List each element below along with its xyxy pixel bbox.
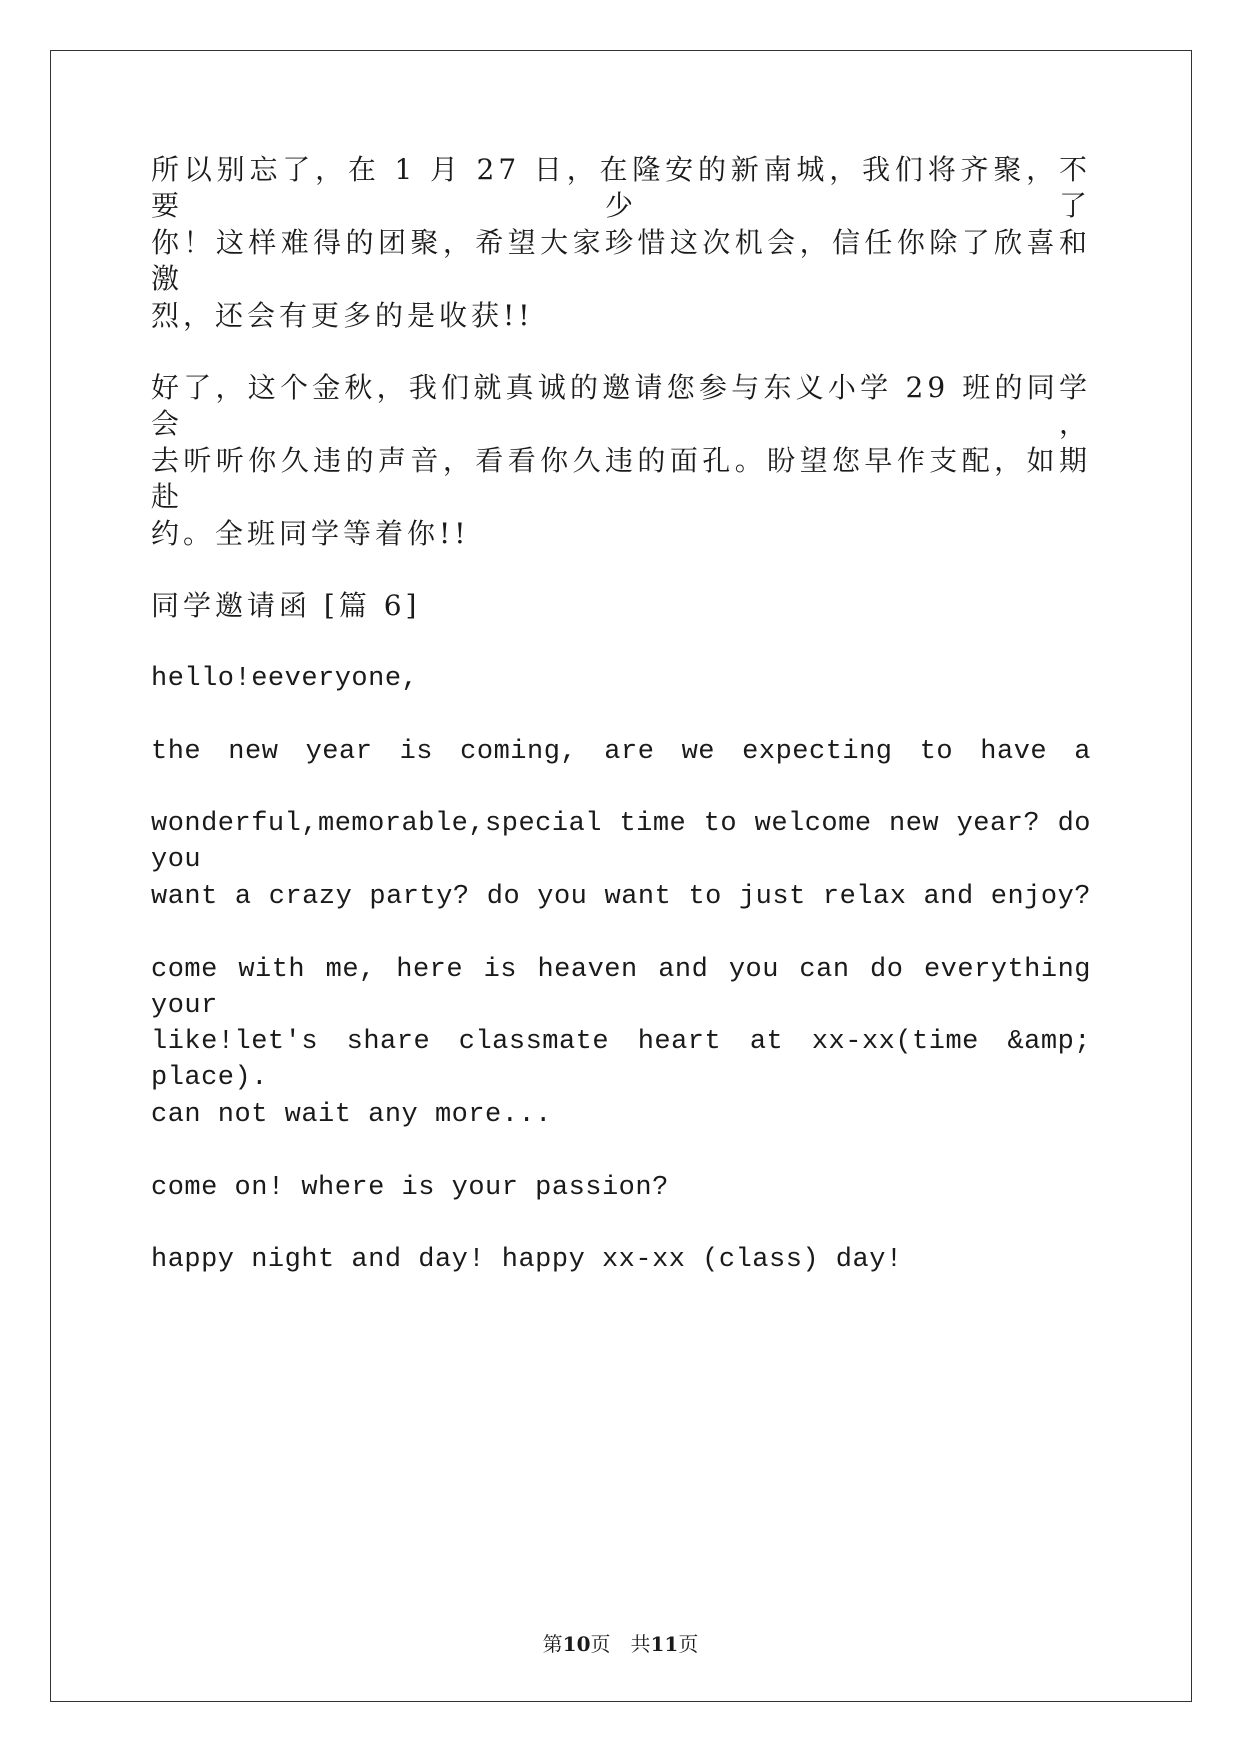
total-page-number: 11: [650, 1632, 679, 1656]
paragraph-line: 烈，还会有更多的是收获!!: [151, 299, 534, 332]
paragraph-line: want a crazy party? do you want to just relax and enjoy?: [151, 882, 1091, 912]
current-page-number: 10: [562, 1632, 591, 1656]
paragraph-line: 所以别忘了，在 1 月 27 日，在隆安的新南城，我们将齐聚，不要少了: [151, 153, 1091, 222]
paragraph-line: 去听听你久违的声音，看看你久违的面孔。盼望您早作支配，如期赴: [151, 444, 1091, 513]
paragraph-line: 约。全班同学等着你!!: [151, 517, 470, 550]
paragraph-line: come with me, here is heaven and you can do everything your: [151, 955, 1091, 1021]
paragraph-line: happy night and day! happy xx-xx (class) day!: [151, 1245, 903, 1275]
footer-prefix: 第: [542, 1632, 563, 1656]
paragraph-line: come on! where is your passion?: [151, 1173, 669, 1203]
paragraph-line: can not wait any more...: [151, 1100, 552, 1130]
footer-suffix: 页: [678, 1632, 699, 1656]
section-title: 同学邀请函 [篇 6]: [151, 589, 421, 622]
paragraph-line: hello!eeveryone,: [151, 664, 419, 694]
paragraph-line: 好了，这个金秋，我们就真诚的邀请您参与东义小学 29 班的同学会，: [151, 371, 1091, 440]
paragraph-line: the new year is coming, are we expecting to have a: [151, 737, 1091, 767]
paragraph-line: wonderful,memorable,special time to welcome new year? do you: [151, 809, 1091, 875]
page-footer: [0, 1628, 1241, 1657]
paragraph-line: like!let's share classmate heart at xx-xx(time &amp; place).: [151, 1027, 1091, 1093]
footer-middle: 页 共: [590, 1632, 651, 1656]
paragraph-line: 你！这样难得的团聚，希望大家珍惜这次机会，信任你除了欣喜和激: [151, 226, 1091, 295]
